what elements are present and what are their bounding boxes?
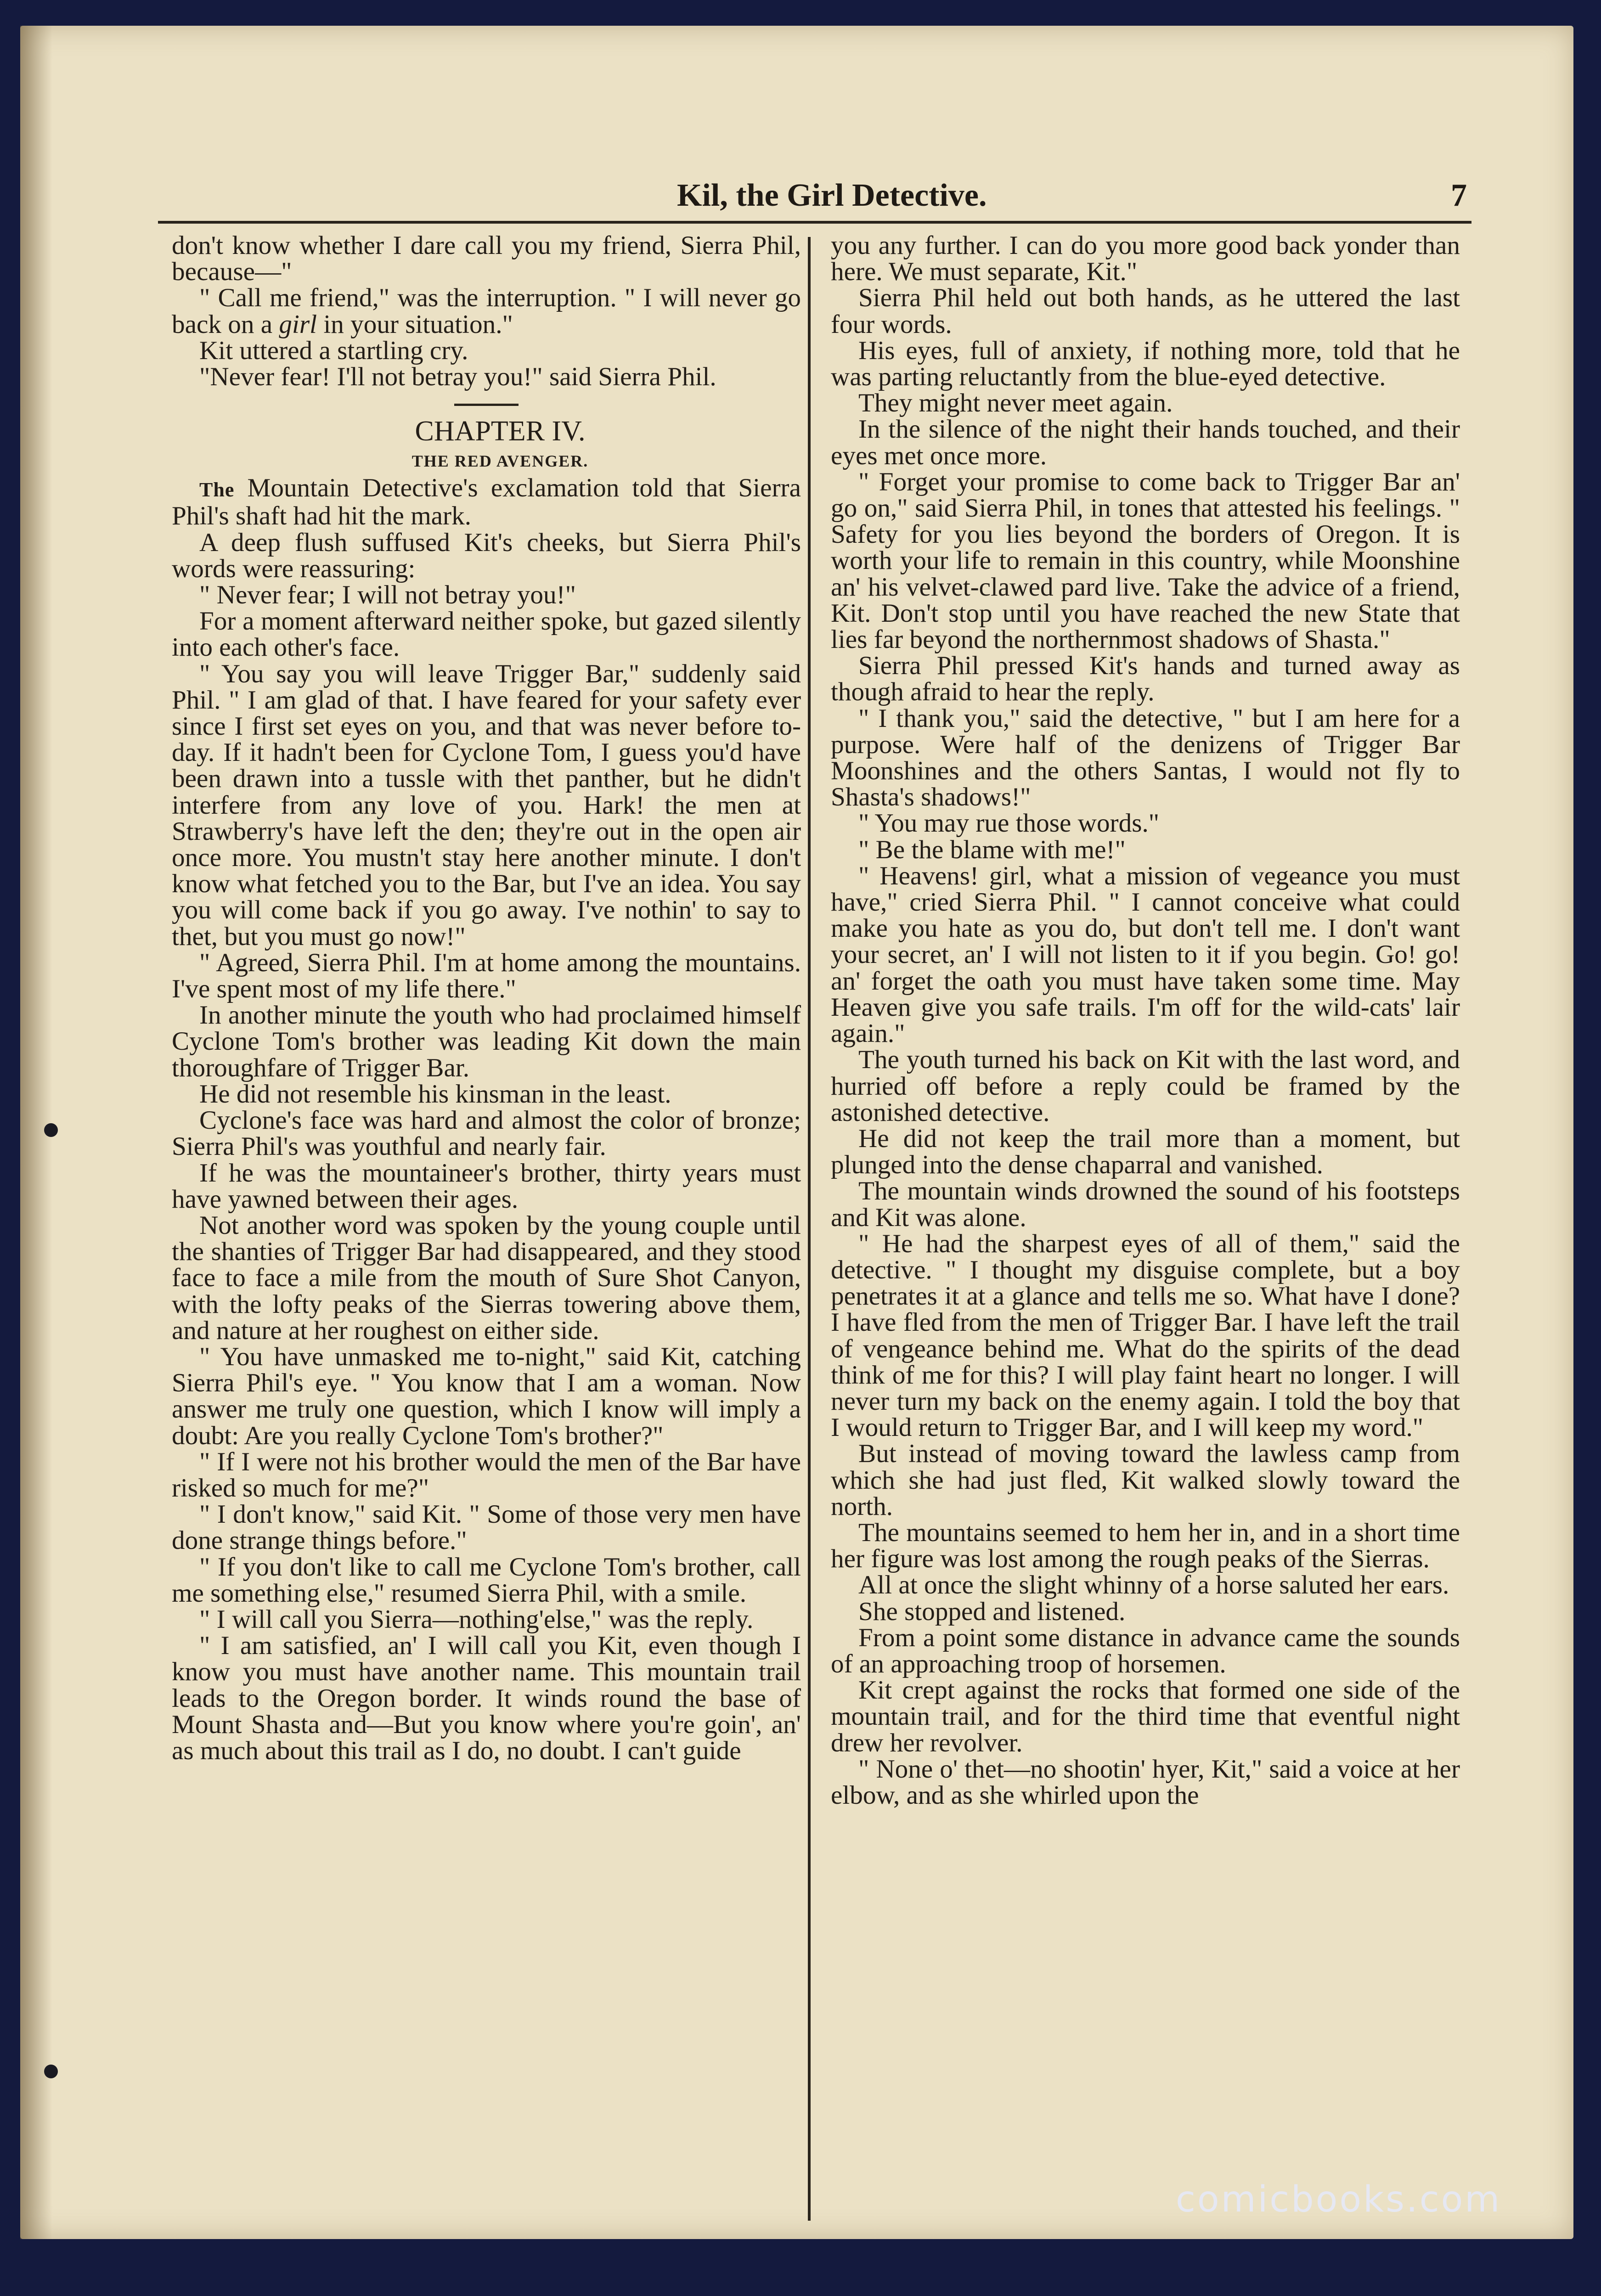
chapter-title: CHAPTER IV. xyxy=(415,416,586,447)
paragraph: " If I were not his brother would the men of the Bar have risked so much for me?" xyxy=(172,1447,801,1503)
chapter-divider xyxy=(454,404,519,406)
paragraph: She stopped and listened. xyxy=(858,1597,1126,1626)
paragraph: " Agreed, Sierra Phil. I'm at home among the mountains. I've spent most of my life there." xyxy=(172,948,801,1004)
paragraph: " You may rue those words." xyxy=(858,809,1160,838)
paragraph: don't know whether I dare call you my friend, Sierra Phil, because—" xyxy=(172,231,801,287)
binding-hole xyxy=(44,1123,58,1137)
paragraph: The mountains seemed to hem her in, and in a short time her figure was lost among the rough peaks of the Sierras. xyxy=(831,1518,1460,1574)
chapter-subtitle: THE RED AVENGER. xyxy=(412,452,589,471)
paragraph: " Call me friend," was the interruption. " I will never go back on a girl in your situation." xyxy=(172,283,801,339)
paragraph: Not another word was spoken by the young couple until the shanties of Trigger Bar had disappeared, and they stood face to face a mile from the mouth of Sure Shot Canyon, with the lofty peaks of the Sierras towering above them, and nature at her roughest on either side. xyxy=(172,1210,801,1345)
paragraph: For a moment afterward neither spoke, but gazed silently into each other's face. xyxy=(172,607,801,662)
paragraph: " Be the blame with me!" xyxy=(858,835,1126,864)
paragraph: The Mountain Detective's exclamation told that Sierra Phil's shaft had hit the mark. xyxy=(172,473,801,531)
paragraph: Sierra Phil held out both hands, as he uttered the last four words. xyxy=(831,283,1460,339)
paragraph: He did not keep the trail more than a moment, but plunged into the dense chaparral and vanished. xyxy=(831,1124,1460,1180)
paragraph: " I will call you Sierra—nothing'else," was the reply. xyxy=(199,1604,754,1634)
page-header xyxy=(158,152,1471,224)
paragraph: All at once the slight whinny of a horse saluted her ears. xyxy=(858,1570,1449,1600)
paragraph: Kit uttered a startling cry. xyxy=(199,336,468,365)
paragraph: " He had the sharpest eyes of all of them," said the detective. " I thought my disguise complete, but a boy penetrates it at a glance and tells me so. What have I done? I have fled from the men of Trigger Bar. I have left the trail of vengeance behind me. What do the spirits of the dead think of me for this? I will play faint heart no longer. I will never turn my back on the enemy again. I told the boy that I would return to Trigger Bar, and I will keep my word." xyxy=(831,1229,1460,1442)
right-column xyxy=(831,232,1460,1808)
lead-word: The xyxy=(199,478,235,501)
paragraph: Cyclone's face was hard and almost the color of bronze; Sierra Phil's was youthful and nearly fair. xyxy=(172,1106,801,1161)
paragraph: " None o' thet—no shootin' hyer, Kit," said a voice at her elbow, and as she whirled upon the xyxy=(831,1754,1460,1810)
paragraph: In another minute the youth who had proclaimed himself Cyclone Tom's brother was leading Kit down the main thoroughfare of Trigger Bar. xyxy=(172,1001,801,1082)
paragraph: " I don't know," said Kit. " Some of those very men have done strange things before." xyxy=(172,1500,801,1555)
paragraph: " Heavens! girl, what a mission of vegeance you must have," cried Sierra Phil. " I cannot conceive what could make you hate as you do, but don't tell me. I don't want your secret, an' I will not listen to it if you begin. Go! go! an' forget the oath you must have taken some time. May Heaven give you safe trails. I'm off for the wild-cats' lair again." xyxy=(831,861,1460,1048)
paragraph: " Never fear; I will not betray you!" xyxy=(199,580,576,610)
paragraph: " You have unmasked me to-night," said Kit, catching Sierra Phil's eye. " You know that I am a woman. Now answer me truly one question, which I know will imply a doubt: Are you really Cyclone Tom's brother?" xyxy=(172,1342,801,1450)
binding-hole xyxy=(44,2065,58,2078)
paragraph: The youth turned his back on Kit with the last word, and hurried off before a reply could be framed by the astonished detective. xyxy=(831,1045,1460,1127)
paragraph: In the silence of the night their hands touched, and their eyes met once more. xyxy=(831,415,1460,470)
paragraph: "Never fear! I'll not betray you!" said Sierra Phil. xyxy=(199,362,716,392)
paragraph: you any further. I can do you more good back yonder than here. We must separate, Kit." xyxy=(831,231,1460,287)
paragraph: Sierra Phil pressed Kit's hands and turned away as though afraid to hear the reply. xyxy=(831,651,1460,707)
paragraph: A deep flush suffused Kit's cheeks, but Sierra Phil's words were reassuring: xyxy=(172,528,801,583)
paragraph: But instead of moving toward the lawless camp from which she had just fled, Kit walked slowly toward the north. xyxy=(831,1439,1460,1521)
paragraph: " You say you will leave Trigger Bar," suddenly said Phil. " I am glad of that. I have feared for your safety ever since I first set eyes on you, and that was never before to-day. If it hadn't been for Cyclone Tom, I guess you'd have been drawn into a tussle with thet panther, but he didn't interfere from any love of you. Hark! the men at Strawberry's have left the den; they're out in the open air once more. You mustn't stay here another minute. I don't know what fetched you to the Bar, but I've an idea. You say you will come back if you go away. I've nothin' to say to thet, but you must go now!" xyxy=(172,659,801,951)
paragraph: He did not resemble his kinsman in the least. xyxy=(199,1079,671,1109)
running-title: Kil, the Girl Detective. xyxy=(677,178,987,213)
paragraph: From a point some distance in advance came the sounds of an approaching troop of horsemen. xyxy=(831,1623,1460,1678)
paragraph: " Forget your promise to come back to Trigger Bar an' go on," said Sierra Phil, in tones that attested his feelings. " Safety for you lies beyond the borders of Oregon. It is worth your life to remain in this country, while Moonshine an' his velvet-clawed pard live. Take the advice of a friend, Kit. Don't stop until you have reached the new State that lies far beyond the northernmost shadows of Shasta." xyxy=(831,467,1460,654)
column-divider xyxy=(808,237,811,2221)
emphasis: girl xyxy=(279,310,317,339)
watermark: comicbooks.com xyxy=(1176,2179,1502,2220)
paragraph: " If you don't like to call me Cyclone Tom's brother, call me something else," resumed Sierra Phil, with a smile. xyxy=(172,1552,801,1608)
paragraph: " I am satisfied, an' I will call you Kit, even though I know you must have another name. This mountain trail leads to the Oregon border. It winds round the base of Mount Shasta and—But you know where you're goin', an' as much about this trail as I do, no doubt. I can't guide xyxy=(172,1631,801,1765)
paragraph: Kit crept against the rocks that formed one side of the mountain trail, and for the third time that eventful night drew her revolver. xyxy=(831,1676,1460,1757)
left-column xyxy=(172,232,801,1764)
page-number: 7 xyxy=(1451,178,1467,213)
paragraph: They might never meet again. xyxy=(858,388,1173,418)
paragraph: The mountain winds drowned the sound of his footsteps and Kit was alone. xyxy=(831,1176,1460,1232)
magazine-page xyxy=(20,26,1573,2239)
paragraph: If he was the mountaineer's brother, thirty years must have yawned between their ages. xyxy=(172,1158,801,1214)
paragraph: His eyes, full of anxiety, if nothing more, told that he was parting reluctantly from the blue-eyed detective. xyxy=(831,336,1460,392)
paragraph: " I thank you," said the detective, " but I am here for a purpose. Were half of the denizens of Trigger Bar Moonshines and the others Santas, I would not fly to Shasta's shadows!" xyxy=(831,703,1460,812)
